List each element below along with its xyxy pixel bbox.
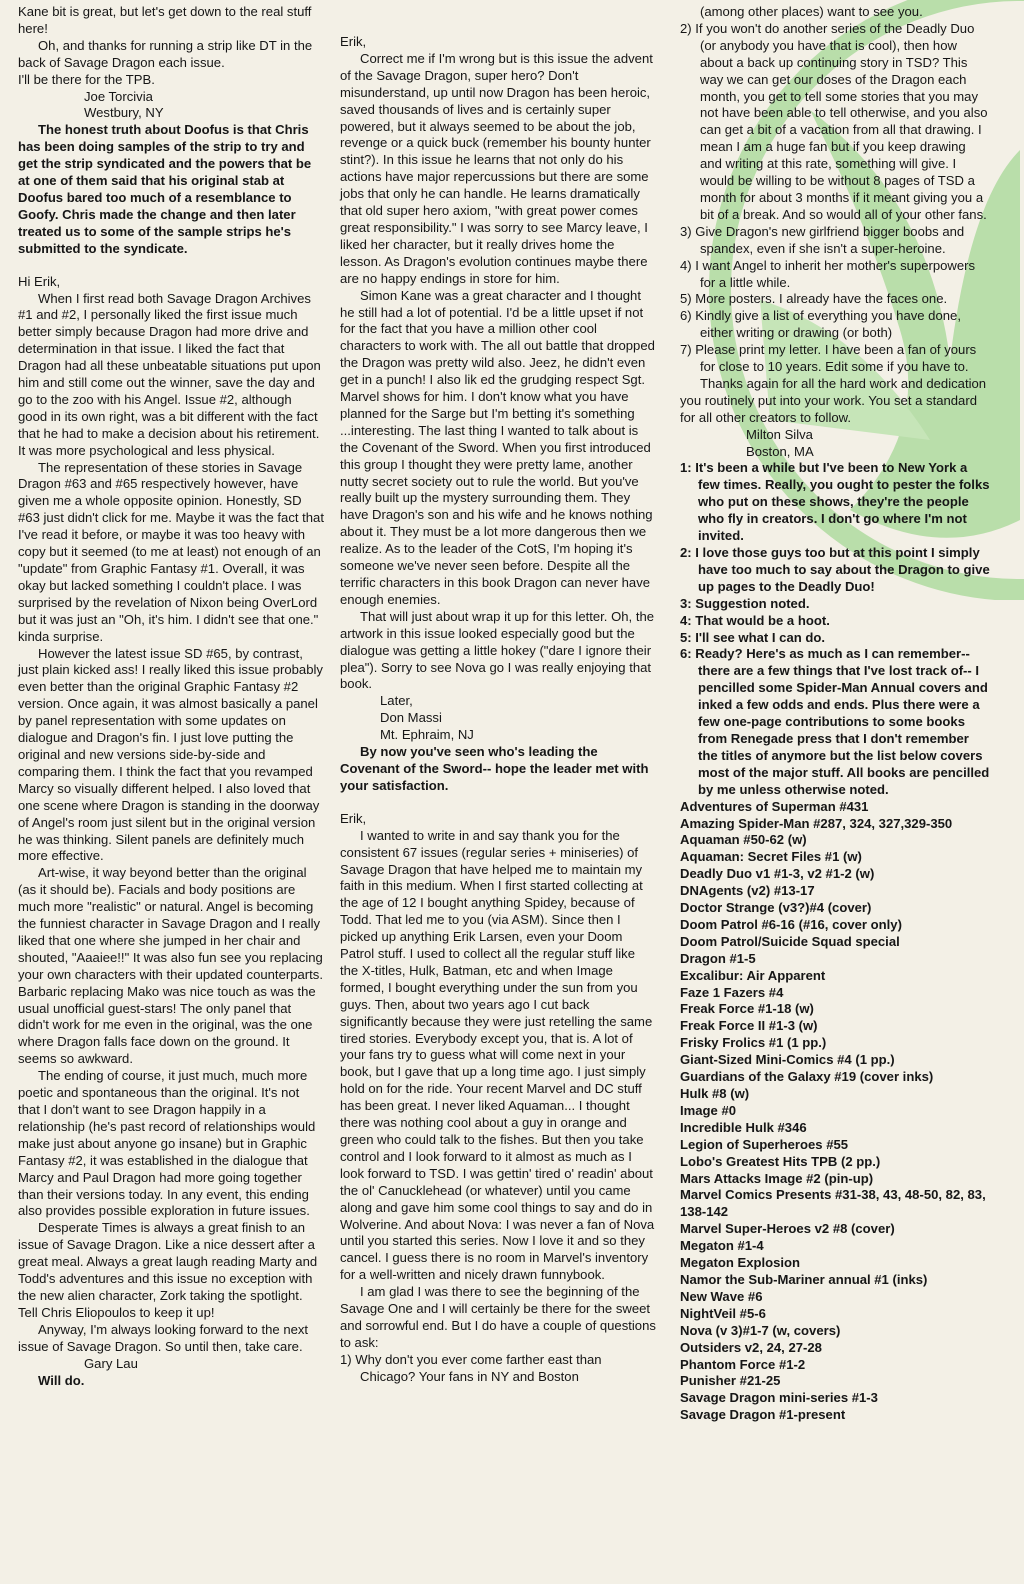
credit-item: Guardians of the Galaxy #19 (cover inks) [680, 1069, 934, 1085]
editor-response: Will do. [38, 1372, 85, 1388]
editor-response-list [680, 460, 990, 798]
credit-item: Image #0 [680, 1102, 737, 1118]
response-item: 6: Ready? Here's as much as I can remember-- there are a few things that I've lost track of-- I pencilled some Spider-Man Annual covers and inked a few odds and ends. Plus there were a few one-page contributions to some books from Renegade press that I don't remember the titles of anymore but the list below covers most of the major stuff. All books are pencilled by me unless otherwise noted. [680, 646, 990, 797]
credit-item: Adventures of Superman #431 [680, 798, 869, 814]
letter-text: I'll be there for the TPB. [18, 71, 155, 87]
question-item: 6) Kindly give a list of everything you have done, either writing or drawing (or both) [680, 308, 961, 341]
credit-item: Deadly Duo v1 #1-3, v2 #1-2 (w) [680, 866, 875, 882]
credit-item: Hulk #8 (w) [680, 1086, 750, 1101]
column-2 [340, 4, 656, 1386]
letter-text: Simon Kane was a great character and I thought he still had a lot of potential. I'd be a little upset if not for the fact that you have a million other cool characters to work with. The all out battle that dropped the Dragon was pretty wild also. Jeez, he didn't even get in a punch! I also lik ed the grudging respect Sgt. Marvel shows for him. I don't know what you have planned for the Sarge but I'm betting it's something ...interesting. The last thing I wanted to talk about is the Covenant of the Sword. When you first introduced this group I thought they were pretty lame, another nutty secret society out to rule the world. But you've really built up the mystery surrounding them. They have Dragon's son and his wife and he knows nothing about it. They must be a lot more dangerous then we realize. As to the leader of the CotS, I'm hoping it's someone we've never seen before. Despite all the terrific characters in this book Dragon can never have enough enemies. [340, 287, 655, 607]
response-item: 3: Suggestion noted. [680, 595, 810, 611]
letter-text: Kane bit is great, but let's get down to the real stuff here! [18, 4, 312, 36]
letter-text: Anyway, I'm always looking forward to the next issue of Savage Dragon. So until then, take care. [18, 1321, 309, 1354]
letter-text: I am glad I was there to see the beginning of the Savage One and I will certainly be there for the sweet and sorrowful end. But I do have a couple of questions to ask: [340, 1284, 656, 1350]
credits-list [680, 799, 990, 1425]
credit-item: Namor the Sub-Mariner annual #1 (inks) [680, 1271, 928, 1287]
question-item: 5) More posters. I already have the faces one. [680, 291, 948, 307]
letter-text: Thanks again for all the hard work and dedication you routinely put into your work. You set a standard for all other creators to follow. [680, 375, 987, 425]
signature-name: Joe Torcivia [84, 88, 153, 104]
credit-item: Freak Force #1-18 (w) [680, 1001, 814, 1017]
response-item: 4: That would be a hoot. [680, 612, 830, 628]
credit-item: NightVeil #5-6 [680, 1305, 766, 1321]
letter-text: Oh, and thanks for running a strip like DT in the back of Savage Dragon each issue. [18, 37, 313, 70]
signature-place: Westbury, NY [84, 105, 164, 121]
credit-item: New Wave #6 [680, 1288, 763, 1304]
letter-text: The ending of course, it just much, much more poetic and spontaneous than the original. It's not that I don't want to see Dragon happily in a relationship (he's past record of relationships would make just about anyone go insane) but in Graphic Fantasy #2, it was established in the dialogue that Marcy and Paul Dragon had more going together than their versions today. In any event, this ending also provides possible exploration in future issues. [18, 1068, 316, 1219]
letter-greeting: Erik, [340, 34, 367, 49]
signature-name: Gary Lau [84, 1355, 138, 1371]
column-3 [680, 4, 990, 1424]
letter-text: However the latest issue SD #65, by contrast, just plain kicked ass! I really liked this issue probably even better than the original Graphic Fantasy #2 version. Once again, it was almost basically a panel by panel representation with some updates on dialogue and Dragon's fin. I just love putting the original and new versions side-by-side and comparing them. I think the fact that you revamped Marcy so visually different helped. I also loved that one scene where Dragon is standing in the doorway of Angel's room just silent but in the original version he was thinking. Silent panels are definitely much more effective. [18, 645, 323, 864]
letter-text: Correct me if I'm wrong but is this issue the advent of the Savage Dragon, super hero? Don't misunderstand, up until now Dragon has been heroic, saved thousands of lives and is certainly super powered, but it always seemed to be about the job, revenge or a quick buck (remember his bounty hunter stint?). In this issue he learns that not only do his actions have major repercussions but there are some jobs that only he can handle. He learns dramatically that old super hero axiom, "with great power comes great responsibility." I was sorry to see Marcy leave, I liked her character, but it really drives home the lesson. As Dragon's evolution continues maybe there are no happy endings in store for him. [340, 50, 653, 286]
response-item: 1: It's been a while but I've been to New York a few times. Really, you ought to pester the folks who put on these shows, they're the people who fly in creators. I don't go where I'm not invited. [680, 460, 990, 544]
credit-item: Outsiders v2, 24, 27-28 [680, 1339, 822, 1355]
editor-response: The honest truth about Doofus is that Chris has been doing samples of the strip to try and get the strip syndicated and the powers that be at one of them said that his original stab at Doofus bared too much of a resemblance to Goofy. Chris made the change and then later treated us to some of the sample strips he's submitted to the syndicate. [18, 122, 312, 256]
signature-place: Boston, MA [746, 443, 814, 459]
letter-text: Desperate Times is always a great finish to an issue of Savage Dragon. Like a nice dessert after a great meal. Always a great laugh reading Marty and Todd's adventures and this issue no exception with the new alien character, Zork taking the spotlight. Tell Chris Eliopoulos to keep it up! [18, 1220, 318, 1320]
credit-item: Giant-Sized Mini-Comics #4 (1 pp.) [680, 1052, 895, 1068]
credit-item: Phantom Force #1-2 [680, 1356, 806, 1372]
signature-place: Mt. Ephraim, NJ [380, 727, 474, 743]
credit-item: Doom Patrol #6-16 (#16, cover only) [680, 916, 902, 932]
credit-item: Doctor Strange (v3?)#4 (cover) [680, 900, 872, 916]
letter-text: When I first read both Savage Dragon Archives #1 and #2, I personally liked the first issue much better simply because Dragon had more drive and determination in that issue. I liked the fact that Dragon had all these unbeatable situations put upon him and still come out the winner, save the day and go to the zoo with his Angel. Issue #2, although good in its own right, was a bit different with the fact that he had to make a decision about his retirement. It was more psychological and less physical. [18, 290, 321, 458]
question-item: 3) Give Dragon's new girlfriend bigger boobs and spandex, even if she isn't a super-heroine. [680, 223, 965, 256]
credit-item: Incredible Hulk #346 [680, 1119, 807, 1135]
credit-item: Dragon #1-5 [680, 950, 756, 966]
credit-item: Mars Attacks Image #2 (pin-up) [680, 1170, 874, 1186]
credit-item: Legion of Superheroes #55 [680, 1136, 849, 1152]
signature-name: Don Massi [380, 710, 442, 726]
letter-text: Art-wise, it way beyond better than the original (as it should be). Facials and body positions are much more "realistic" or natural. Angel is becoming the funniest character in Savage Dragon and I really liked that one where she jumped in her chair and shouted, "Aaaiee!!" It was also fun see you replacing your own characters with their updated counterparts. Barbaric replacing Mako was nice touch as was the usual unofficial guest-stars! The only panel that didn't work for me even in the original, was the one where Dragon falls face down on the ground. It seems so awkward. [18, 865, 323, 1067]
question-item: 1) Why don't you ever come farther east than Chicago? Your fans in NY and Boston [340, 1351, 602, 1384]
credit-item: Excalibur: Air Apparent [680, 967, 826, 983]
credit-item: Frisky Frolics #1 (1 pp.) [680, 1035, 827, 1051]
credit-item: Lobo's Greatest Hits TPB (2 pp.) [680, 1153, 881, 1169]
response-item: 2: I love those guys too but at this point I simply have too much to say about the Dragon to give up pages to the Deadly Duo! [680, 545, 990, 594]
letter-text: I wanted to write in and say thank you for the consistent 67 issues (regular series + miniseries) of Savage Dragon that have helped me to maintain my faith in this medium. When I first started collecting at the age of 12 I bought anything Spidey, because of Todd. That led me to you (via ASM). Since then I picked up anything Erik Larsen, even your Doom Patrol stuff. I used to collect all the regular stuff like the X-titles, Hulk, Batman, etc and when Image formed, I bought everything under the sun from you guys. Then, about two years ago I cut back significantly because they were just retelling the same tired stories. Everybody except you, that is. A lot of your fans try to guess what will come next in your book, but I gave that up a long time ago. I just simply hold on for the ride. Your recent Marvel and DC stuff has been great. I never liked Aquaman... I thought there was nothing cool about a guy in orange and green who could talk to the fishes. But then you take control and I look forward to it almost as much as I look forward to TSD. I was gettin' tired o' readin' about the ol' Canucklehead (or whatever) until you came along and gave him some cool things to say and do in Wolverine. And about Nova: I was never a fan of Nova until you started this series. Now I love it and so they cancel. I guess there is no room in Marvel's inventory for a well-written and nicely drawn funnybook. [340, 827, 655, 1283]
credit-item: Punisher #21-25 [680, 1373, 781, 1389]
credit-item: Aquaman: Secret Files #1 (w) [680, 849, 862, 865]
question-item: 2) If you won't do another series of the Deadly Duo (or anybody you have that is cool), then how about a back up continuing story in TSD? This way we can get our doses of the Dragon each month, you get to tell some stories that you may not have been able to tell otherwise, and you also can get a bit of a vacation from all that drawing. I mean I am a huge fan but if you keep drawing and writing at this rate, something will give. I would be willing to be without 8 pages of TSD a month for about 3 months if it meant giving you a bit of a break. And so would all of your other fans. [680, 20, 988, 222]
credit-item: Aquaman #50-62 (w) [680, 832, 807, 848]
credit-item: DNAgents (v2) #13-17 [680, 883, 815, 899]
credit-item: Marvel Comics Presents #31-38, 43, 48-50, 82, 83, 138-142 [680, 1187, 986, 1220]
credit-item: Doom Patrol/Suicide Squad special [680, 933, 900, 949]
letter-text: (among other places) want to see you. [700, 4, 923, 19]
letter-text: That will just about wrap it up for this letter. Oh, the artwork in this issue looked especially good but the dialogue was getting a little hokey ("dare I ignore their plea"). Sorry to see Nova go I was really enjoying that book. [340, 608, 655, 692]
credit-item: Amazing Spider-Man #287, 324, 327,329-350 [680, 815, 953, 831]
question-item: 4) I want Angel to inherit her mother's superpowers for a little while. [680, 257, 976, 290]
credit-item: Savage Dragon mini-series #1-3 [680, 1390, 878, 1406]
editor-response: By now you've seen who's leading the Covenant of the Sword-- hope the leader met with your satisfaction. [340, 744, 649, 793]
credit-item: Megaton #1-4 [680, 1238, 764, 1254]
question-item: 7) Please print my letter. I have been a fan of yours for close to 10 years. Edit some if you have to. [680, 342, 977, 375]
question-list [340, 1352, 656, 1386]
letter-greeting: Hi Erik, [18, 273, 61, 289]
credit-item: Marvel Super-Heroes v2 #8 (cover) [680, 1221, 895, 1237]
letter-text: The representation of these stories in Savage Dragon #63 and #65 respectively however, have given me a whole opposite opinion. Honestly, SD #63 just didn't click for me. Maybe it was the fact that I've read it before, or maybe it was too heavy with copy but it seemed (to me at least) not enough of an "update" from Graphic Fantasy #1. Overall, it was okay but lacked something I couldn't place. I was surprised by the revelation of Nixon being OverLord but it was just an "Oh, it's him. I didn't see that one." kinda surprise. [18, 459, 324, 644]
signature-name: Milton Silva [746, 426, 813, 442]
question-list [680, 21, 990, 376]
credit-item: Nova (v 3)#1-7 (w, covers) [680, 1322, 841, 1338]
credit-item: Savage Dragon #1-present [680, 1407, 846, 1423]
credit-item: Megaton Explosion [680, 1255, 801, 1271]
column-1 [18, 4, 324, 1389]
response-item: 5: I'll see what I can do. [680, 629, 826, 645]
credit-item: Freak Force II #1-3 (w) [680, 1018, 818, 1034]
signature-closing: Later, [380, 693, 413, 709]
letter-greeting: Erik, [340, 810, 367, 826]
credit-item: Faze 1 Fazers #4 [680, 984, 784, 1000]
